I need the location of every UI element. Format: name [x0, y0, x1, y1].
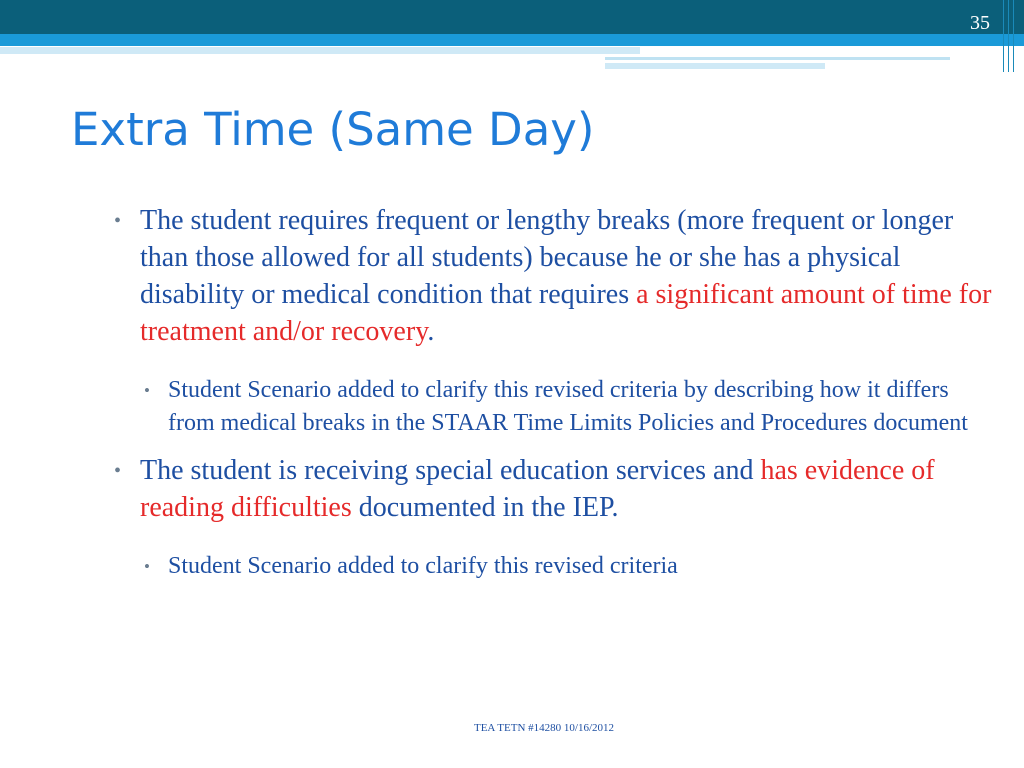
- sub-bullet-item: [140, 550, 992, 583]
- header-band-blue: [0, 34, 1024, 46]
- bullet-highlight: a significant amount of time for treatment and/or recovery: [140, 279, 992, 347]
- header-band-dark: [0, 0, 1024, 34]
- slide-footer: TEA TETN #14280 10/16/2012: [473, 722, 615, 734]
- bullet-item: [112, 452, 992, 526]
- header-vertical-line: [1008, 0, 1009, 72]
- bullet-item: [112, 202, 992, 350]
- bullet-icon: •: [114, 460, 122, 482]
- header-accent-line: [605, 57, 950, 60]
- header-band-light: [0, 47, 640, 54]
- bullet-icon: •: [144, 557, 150, 576]
- bullet-highlight: has evidence of reading difficulties: [140, 455, 935, 523]
- bullet-text: documented in the IEP.: [351, 492, 619, 523]
- bullet-icon: •: [144, 381, 150, 400]
- slide-content: [112, 202, 992, 595]
- slide-number: 35: [970, 12, 990, 34]
- header-vertical-line: [1013, 0, 1014, 72]
- bullet-icon: •: [114, 210, 122, 232]
- bullet-text: The student requires frequent or lengthy breaks (more frequent or longer than those allowed for all students) because he or she has a physical disability or medical condition that requires: [140, 205, 954, 310]
- sub-bullet-text: Student Scenario added to clarify this revised criteria: [168, 553, 678, 579]
- sub-bullet-text: Student Scenario added to clarify this revised criteria by describing how it differs from medical breaks in the STAAR Time Limits Policies and Procedures document: [168, 377, 968, 436]
- bullet-text: The student is receiving special education services and: [140, 455, 761, 486]
- header-vertical-line: [1003, 0, 1004, 72]
- bullet-text: .: [427, 316, 435, 347]
- slide-title: Extra Time (Same Day): [71, 103, 595, 156]
- header-accent-line: [605, 63, 825, 69]
- sub-bullet-item: [140, 374, 992, 440]
